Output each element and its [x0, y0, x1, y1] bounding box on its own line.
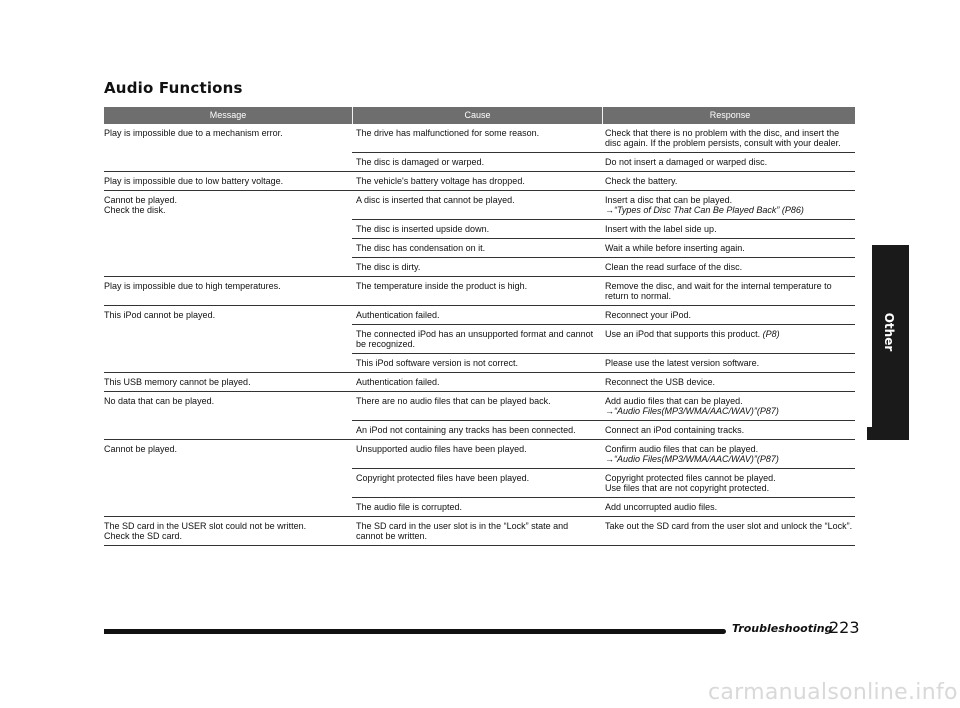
- section-title: Audio Functions: [104, 79, 243, 97]
- table-row: [352, 277, 855, 305]
- response-cell: [601, 220, 855, 238]
- response-cell: [601, 498, 855, 516]
- table-body: [104, 124, 855, 546]
- table-row: [352, 468, 855, 497]
- message-group: [104, 373, 855, 392]
- cause-cell: The disc is inserted upside down.: [356, 224, 490, 234]
- message-cell: Play is impossible due to high temperatures.: [104, 281, 281, 291]
- cause-cell: A disc is inserted that cannot be played.: [356, 195, 515, 205]
- table-row: [352, 172, 855, 190]
- message-cell: Play is impossible due to low battery voltage.: [104, 176, 284, 186]
- message-group: [104, 277, 855, 306]
- cause-cell: The connected iPod has an unsupported format and cannot be recognized.: [356, 329, 594, 349]
- response-cell: [601, 517, 855, 545]
- response-cell: [601, 354, 855, 372]
- response-cell: [601, 191, 855, 219]
- cause-cell: The SD card in the user slot is in the “Lock” state and cannot be written.: [356, 521, 569, 541]
- table-row: [352, 440, 855, 468]
- message-group: [104, 172, 855, 191]
- cause-cell: The disc has condensation on it.: [356, 243, 486, 253]
- response-text: Check the battery.: [605, 176, 678, 186]
- response-cell: [601, 124, 855, 152]
- cause-cell: Authentication failed.: [356, 377, 440, 387]
- cause-cell: The drive has malfunctioned for some reason.: [356, 128, 540, 138]
- message-cell: This USB memory cannot be played.: [104, 377, 251, 387]
- message-cell: The SD card in the USER slot could not be written. Check the SD card.: [104, 521, 307, 541]
- cause-cell: This iPod software version is not correct.: [356, 358, 519, 368]
- cause-cell: The vehicle's battery voltage has dropped.: [356, 176, 525, 186]
- message-group: [104, 440, 855, 517]
- response-cell: [601, 239, 855, 257]
- table-row: [352, 392, 855, 420]
- table-row: [352, 517, 855, 545]
- response-cell: [601, 421, 855, 439]
- table-row: [352, 497, 855, 516]
- response-cell: [601, 277, 855, 305]
- message-cell: Play is impossible due to a mechanism error.: [104, 128, 283, 138]
- message-cell: No data that can be played.: [104, 396, 215, 406]
- response-text: Clean the read surface of the disc.: [605, 262, 743, 272]
- header-message: Message: [209, 110, 247, 120]
- response-text: Wait a while before inserting again.: [605, 243, 745, 253]
- table-row: [352, 124, 855, 152]
- table-row: [352, 324, 855, 353]
- response-cell: [601, 392, 855, 420]
- cause-cell: Authentication failed.: [356, 310, 440, 320]
- response-text: Use an iPod that supports this product.: [605, 329, 761, 339]
- response-text: Do not insert a damaged or warped disc.: [605, 157, 768, 167]
- message-group: [104, 392, 855, 440]
- message-group: [104, 191, 855, 277]
- table-row: [352, 219, 855, 238]
- response-text: Add uncorrupted audio files.: [605, 502, 718, 512]
- message-group: [104, 517, 855, 546]
- cross-reference: →“Audio Files(MP3/WMA/AAC/WAV)”(P87): [605, 454, 779, 464]
- response-cell: [601, 325, 855, 353]
- message-cell: Cannot be played.: [104, 444, 178, 454]
- response-cell: [601, 258, 855, 276]
- response-text: Check that there is no problem with the disc, and insert the disc again. If the problem persists, consult with your dealer.: [605, 128, 841, 148]
- response-text: Take out the SD card from the user slot and unlock the “Lock”.: [605, 521, 853, 531]
- response-text: Reconnect your iPod.: [605, 310, 692, 320]
- cause-cell: An iPod not containing any tracks has been connected.: [356, 425, 576, 435]
- cause-cell: The disc is damaged or warped.: [356, 157, 485, 167]
- cause-cell: Unsupported audio files have been played.: [356, 444, 527, 454]
- table-row: [352, 373, 855, 391]
- messages-table: [104, 107, 855, 546]
- cause-cell: The audio file is corrupted.: [356, 502, 463, 512]
- response-text: Reconnect the USB device.: [605, 377, 716, 387]
- message-cell: Cannot be played. Check the disk.: [104, 195, 178, 215]
- response-text: Add audio files that can be played.: [605, 396, 743, 406]
- response-text: Insert a disc that can be played.: [605, 195, 733, 205]
- response-text: Confirm audio files that can be played.: [605, 444, 759, 454]
- table-header: [104, 107, 855, 124]
- table-row: [352, 420, 855, 439]
- message-group: [104, 306, 855, 373]
- header-cause: Cause: [352, 107, 602, 124]
- response-text: Remove the disc, and wait for the internal temperature to return to normal.: [605, 281, 832, 301]
- side-tab-label: Other: [882, 312, 896, 352]
- table-row: [352, 191, 855, 219]
- table-row: [352, 306, 855, 324]
- watermark: carmanualsonline.info: [708, 680, 958, 705]
- cause-cell: Copyright protected files have been played.: [356, 473, 530, 483]
- side-tab-notch: [867, 245, 872, 427]
- table-row: [352, 152, 855, 171]
- page-number: 223: [829, 618, 860, 637]
- table-row: [352, 353, 855, 372]
- message-group: [104, 124, 855, 172]
- response-cell: [601, 172, 855, 190]
- cross-reference: →“Audio Files(MP3/WMA/AAC/WAV)”(P87): [605, 406, 779, 416]
- header-response: Response: [602, 107, 857, 124]
- footer-section: Troubleshooting: [732, 622, 833, 635]
- page-reference: (P8): [762, 329, 780, 339]
- response-cell: [601, 306, 855, 324]
- response-text: Please use the latest version software.: [605, 358, 760, 368]
- message-cell: This iPod cannot be played.: [104, 310, 216, 320]
- response-cell: [601, 153, 855, 171]
- table-row: [352, 257, 855, 276]
- response-cell: [601, 373, 855, 391]
- response-text: Connect an iPod containing tracks.: [605, 425, 745, 435]
- response-text: Copyright protected files cannot be played. Use files that are not copyright protected.: [605, 473, 776, 493]
- footer-rule: [104, 629, 726, 634]
- response-cell: [601, 469, 855, 497]
- table-row: [352, 238, 855, 257]
- response-text: Insert with the label side up.: [605, 224, 717, 234]
- cause-cell: The disc is dirty.: [356, 262, 421, 272]
- response-cell: [601, 440, 855, 468]
- cross-reference: →“Types of Disc That Can Be Played Back” (P86): [605, 205, 804, 215]
- cause-cell: There are no audio files that can be played back.: [356, 396, 551, 406]
- cause-cell: The temperature inside the product is high.: [356, 281, 528, 291]
